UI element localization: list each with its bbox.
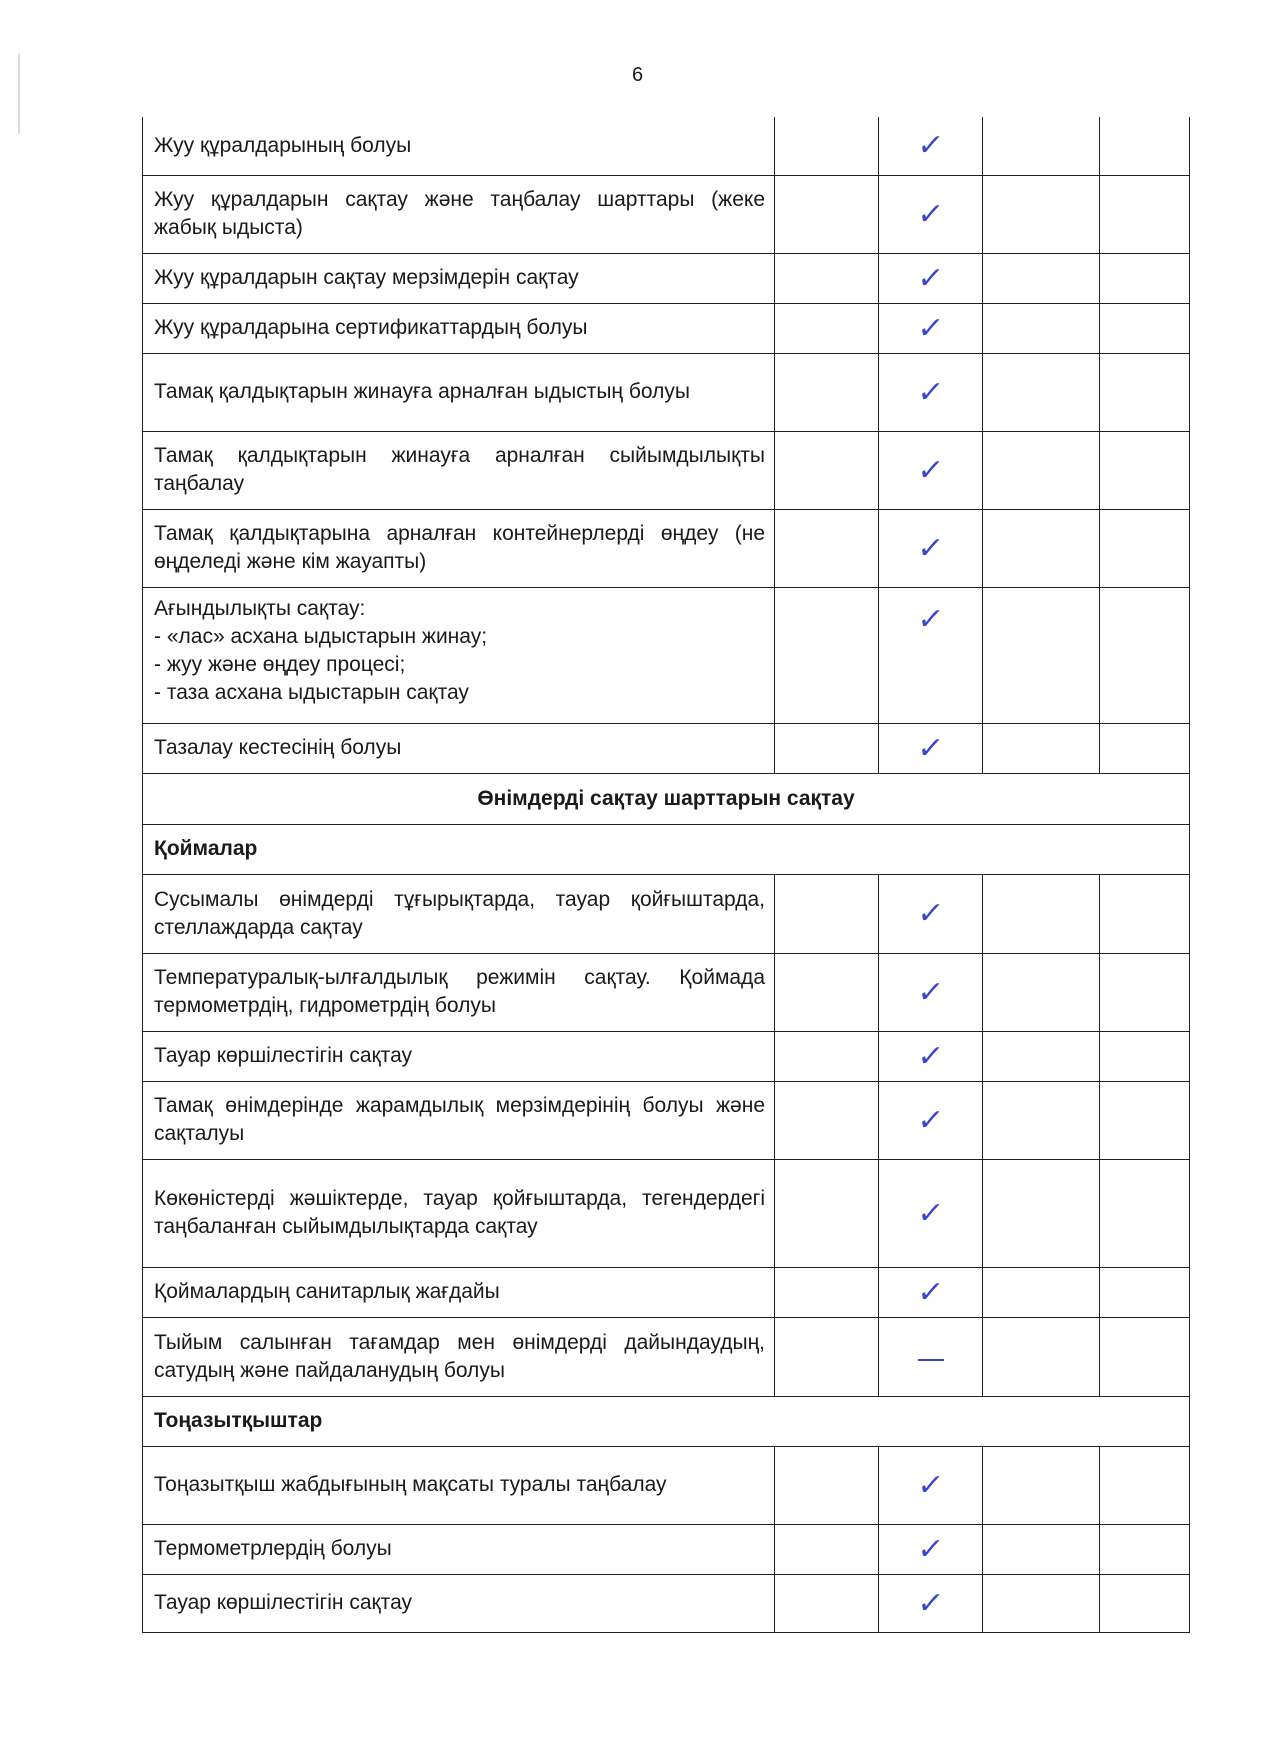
criterion-text: Қоймалардың санитарлық жағдайы <box>143 1267 775 1317</box>
criterion-text: Тазалау кестесінің болуы <box>143 723 775 773</box>
mark-cell <box>1100 1031 1190 1081</box>
mark-cell <box>983 253 1100 303</box>
criterion-text: Тыйым салынған тағамдар мен өнімдерді дайындаудың, сатудың және пайдаланудың болуы <box>143 1317 775 1396</box>
mark-cell <box>775 1446 879 1524</box>
table-row <box>143 431 1190 509</box>
mark-cell <box>1100 303 1190 353</box>
group-row <box>143 824 1190 874</box>
criterion-line: - таза асхана ыдыстарын сақтау <box>154 680 469 704</box>
mark-cell <box>983 175 1100 253</box>
mark-cell <box>775 117 879 175</box>
table-row <box>143 253 1190 303</box>
table-row <box>143 1446 1190 1524</box>
criterion-text <box>143 587 775 723</box>
table-row <box>143 303 1190 353</box>
check-mark-icon: ✓ <box>915 1102 946 1138</box>
criterion-text: Жуу құралдарын сақтау мерзімдерін сақтау <box>143 253 775 303</box>
mark-cell-yes <box>879 723 983 773</box>
mark-cell-yes <box>879 1159 983 1267</box>
mark-cell-yes <box>879 509 983 587</box>
criterion-text: Тамақ қалдықтарын жинауға арналған ыдыстың болуы <box>143 353 775 431</box>
criterion-text: Тауар көршілестігін сақтау <box>143 1031 775 1081</box>
table-row <box>143 1267 1190 1317</box>
mark-cell-yes <box>879 874 983 953</box>
mark-cell-yes <box>879 587 983 723</box>
dash-mark-icon <box>918 1359 944 1361</box>
table-row <box>143 353 1190 431</box>
mark-cell <box>775 874 879 953</box>
group-row <box>143 1396 1190 1446</box>
mark-cell-yes <box>879 175 983 253</box>
criterion-text: Көкөністерді жәшіктерде, тауар қойғыштарда, тегендердегі таңбаланған сыйымдылықтарда сақтау <box>143 1159 775 1267</box>
page-number: 6 <box>631 64 644 86</box>
mark-cell <box>775 1317 879 1396</box>
mark-cell <box>1100 431 1190 509</box>
group-title: Қоймалар <box>143 824 1190 874</box>
mark-cell <box>983 431 1100 509</box>
check-mark-icon: ✓ <box>915 530 946 566</box>
section-title: Өнімдерді сақтау шарттарын сақтау <box>143 773 1190 824</box>
mark-cell <box>775 509 879 587</box>
criterion-text: Тоңазытқыш жабдығының мақсаты туралы таңбалау <box>143 1446 775 1524</box>
mark-cell-yes <box>879 953 983 1031</box>
mark-cell <box>775 587 879 723</box>
mark-cell <box>775 953 879 1031</box>
mark-cell <box>1100 1081 1190 1159</box>
table-row <box>143 1159 1190 1267</box>
mark-cell <box>775 723 879 773</box>
mark-cell <box>775 1081 879 1159</box>
mark-cell <box>1100 874 1190 953</box>
criterion-line: - жуу және өңдеу процесі; <box>154 652 406 676</box>
mark-cell <box>1100 953 1190 1031</box>
check-mark-icon: ✓ <box>915 310 946 346</box>
criterion-text: Тамақ қалдықтарын жинауға арналған сыйымдылықты таңбалау <box>143 431 775 509</box>
mark-cell-yes <box>879 1031 983 1081</box>
mark-cell <box>775 1524 879 1574</box>
table-row <box>143 509 1190 587</box>
mark-cell <box>983 723 1100 773</box>
mark-cell <box>775 1159 879 1267</box>
check-mark-icon: ✓ <box>915 730 946 766</box>
mark-cell <box>1100 1446 1190 1524</box>
check-mark-icon: ✓ <box>915 452 946 488</box>
mark-cell <box>1100 1267 1190 1317</box>
criterion-text: Сусымалы өнімдерді тұғырықтарда, тауар қойғыштарда, стеллаждарда сақтау <box>143 874 775 953</box>
mark-cell <box>775 353 879 431</box>
table-row <box>143 874 1190 953</box>
check-mark-icon: ✓ <box>915 601 946 637</box>
mark-cell <box>1100 175 1190 253</box>
table-row <box>143 723 1190 773</box>
mark-cell <box>983 1524 1100 1574</box>
mark-cell-yes <box>879 1317 983 1396</box>
criterion-text: Температуралық-ылғалдылық режимін сақтау. Қоймада термометрдің, гидрометрдің болуы <box>143 953 775 1031</box>
mark-cell-yes <box>879 303 983 353</box>
mark-cell <box>775 303 879 353</box>
mark-cell <box>1100 723 1190 773</box>
mark-cell <box>983 509 1100 587</box>
mark-cell-yes <box>879 1524 983 1574</box>
mark-cell <box>983 953 1100 1031</box>
mark-cell <box>983 353 1100 431</box>
mark-cell <box>983 1317 1100 1396</box>
mark-cell <box>775 431 879 509</box>
mark-cell-yes <box>879 353 983 431</box>
table-row <box>143 1524 1190 1574</box>
mark-cell <box>775 1574 879 1632</box>
mark-cell <box>1100 1159 1190 1267</box>
check-mark-icon: ✓ <box>915 260 946 296</box>
check-mark-icon: ✓ <box>915 1531 946 1567</box>
mark-cell-yes <box>879 1446 983 1524</box>
mark-cell <box>983 1267 1100 1317</box>
mark-cell <box>983 1446 1100 1524</box>
check-mark-icon: ✓ <box>915 1038 946 1074</box>
criterion-line: Ағындылықты сақтау: <box>154 596 366 620</box>
table-row <box>143 175 1190 253</box>
mark-cell <box>983 1081 1100 1159</box>
check-mark-icon: ✓ <box>915 1195 946 1231</box>
criterion-text: Тамақ өнімдерінде жарамдылық мерзімдерінің болуы және сақталуы <box>143 1081 775 1159</box>
mark-cell <box>775 253 879 303</box>
table-row <box>143 1081 1190 1159</box>
mark-cell <box>1100 587 1190 723</box>
mark-cell <box>983 1031 1100 1081</box>
criterion-line: - «лас» асхана ыдыстарын жинау; <box>154 624 488 648</box>
mark-cell <box>1100 253 1190 303</box>
criterion-text: Жуу құралдарын сақтау және таңбалау шарттары (жеке жабық ыдыста) <box>143 175 775 253</box>
mark-cell <box>1100 509 1190 587</box>
group-title: Тоңазытқыштар <box>143 1396 1190 1446</box>
table-row <box>143 1317 1190 1396</box>
check-mark-icon: ✓ <box>915 374 946 410</box>
mark-cell <box>775 1031 879 1081</box>
checklist-table <box>142 117 1190 1633</box>
mark-cell <box>983 1574 1100 1632</box>
mark-cell <box>1100 353 1190 431</box>
check-mark-icon: ✓ <box>915 896 946 931</box>
mark-cell-yes <box>879 1081 983 1159</box>
check-mark-icon: ✓ <box>915 1585 946 1621</box>
mark-cell <box>775 1267 879 1317</box>
table-row <box>143 1031 1190 1081</box>
mark-cell <box>983 587 1100 723</box>
check-mark-icon: ✓ <box>915 1274 946 1310</box>
mark-cell <box>983 117 1100 175</box>
mark-cell <box>983 874 1100 953</box>
check-mark-icon: ✓ <box>915 974 946 1010</box>
mark-cell-yes <box>879 1574 983 1632</box>
mark-cell <box>1100 1524 1190 1574</box>
mark-cell-yes <box>879 1267 983 1317</box>
table-row <box>143 587 1190 723</box>
mark-cell <box>1100 117 1190 175</box>
table-row <box>143 117 1190 175</box>
section-row <box>143 773 1190 824</box>
criterion-text: Тауар көршілестігін сақтау <box>143 1574 775 1632</box>
mark-cell-yes <box>879 117 983 175</box>
mark-cell <box>1100 1317 1190 1396</box>
table-row <box>143 1574 1190 1632</box>
mark-cell <box>1100 1574 1190 1632</box>
criterion-text: Жуу құралдарының болуы <box>143 117 775 175</box>
check-mark-icon: ✓ <box>915 1467 946 1503</box>
mark-cell-yes <box>879 253 983 303</box>
criterion-text: Термометрлердің болуы <box>143 1524 775 1574</box>
mark-cell <box>983 303 1100 353</box>
mark-cell-yes <box>879 431 983 509</box>
mark-cell <box>775 175 879 253</box>
check-mark-icon: ✓ <box>915 128 946 164</box>
criterion-text: Жуу құралдарына сертификаттардың болуы <box>143 303 775 353</box>
mark-cell <box>983 1159 1100 1267</box>
criterion-text: Тамақ қалдықтарына арналған контейнерлерді өңдеу (не өңделеді және кім жауапты) <box>143 509 775 587</box>
check-mark-icon: ✓ <box>915 196 946 232</box>
table-row <box>143 953 1190 1031</box>
